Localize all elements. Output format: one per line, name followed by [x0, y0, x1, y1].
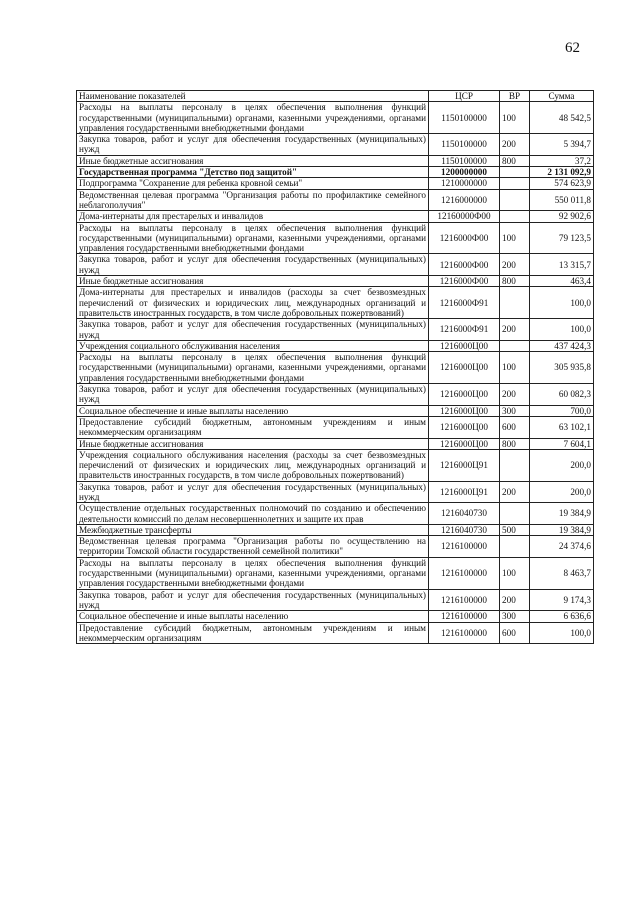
row-sum-cell: 79 123,5: [530, 222, 594, 254]
table-row: [77, 438, 594, 449]
table-row: [77, 167, 594, 178]
row-sum-cell: 37,2: [530, 155, 594, 166]
row-vr-cell: 100: [500, 102, 530, 134]
row-csr-cell: 1150100000: [429, 155, 500, 166]
table-row: [77, 134, 594, 156]
row-name-cell: Осуществление отдельных государственных полномочий по созданию и обеспечению деятельности комиссий по делам несовершеннолетних и защите их прав: [77, 503, 429, 525]
table-row: [77, 481, 594, 503]
row-sum-cell: 200,0: [530, 481, 594, 503]
row-name-cell: Закупка товаров, работ и услуг для обеспечения государственных (муниципальных) нужд: [77, 134, 429, 156]
row-sum-cell: 550 011,8: [530, 189, 594, 211]
table-row: [77, 287, 594, 319]
row-csr-cell: 1210000000: [429, 178, 500, 189]
table-row: [77, 384, 594, 406]
row-vr-cell: [500, 211, 530, 222]
row-name-cell: Межбюджетные трансферты: [77, 524, 429, 535]
row-vr-cell: [500, 536, 530, 558]
row-sum-cell: 463,4: [530, 276, 594, 287]
header-sum: Сумма: [530, 91, 594, 102]
row-sum-cell: 7 604,1: [530, 438, 594, 449]
row-vr-cell: 600: [500, 622, 530, 644]
row-sum-cell: 200,0: [530, 449, 594, 481]
header-csr: ЦСР: [429, 91, 500, 102]
row-csr-cell: 1216100000: [429, 622, 500, 644]
row-sum-cell: 574 623,9: [530, 178, 594, 189]
row-csr-cell: 1216040730: [429, 524, 500, 535]
row-sum-cell: 9 174,3: [530, 589, 594, 611]
row-name-cell: Закупка товаров, работ и услуг для обеспечения государственных (муниципальных) нужд: [77, 384, 429, 406]
row-sum-cell: 24 374,6: [530, 536, 594, 558]
row-sum-cell: 63 102,1: [530, 416, 594, 438]
table-header-row: [77, 91, 594, 102]
row-vr-cell: 200: [500, 384, 530, 406]
table-row: [77, 155, 594, 166]
row-vr-cell: 200: [500, 254, 530, 276]
table-row: [77, 524, 594, 535]
row-vr-cell: 100: [500, 222, 530, 254]
table-row: [77, 557, 594, 589]
table-row: [77, 449, 594, 481]
row-csr-cell: 1216000Ф91: [429, 319, 500, 341]
table-row: [77, 178, 594, 189]
row-name-cell: Учреждения социального обслуживания населения: [77, 340, 429, 351]
row-vr-cell: [500, 503, 530, 525]
row-vr-cell: [500, 178, 530, 189]
table-row: [77, 589, 594, 611]
table-row: [77, 222, 594, 254]
table-row: [77, 622, 594, 644]
row-csr-cell: 1216100000: [429, 557, 500, 589]
row-sum-cell: 100,0: [530, 319, 594, 341]
row-name-cell: Расходы на выплаты персоналу в целях обеспечения выполнения функций государственными (муниципальными) органами, казенными учреждениями, органами управления государственными внебюджетными фондами: [77, 352, 429, 384]
table-row: [77, 102, 594, 134]
row-vr-cell: [500, 287, 530, 319]
row-name-cell: Предоставление субсидий бюджетным, автономным учреждениям и иным некоммерческим организациям: [77, 416, 429, 438]
row-name-cell: Иные бюджетные ассигнования: [77, 155, 429, 166]
header-vr: ВР: [500, 91, 530, 102]
row-sum-cell: 437 424,3: [530, 340, 594, 351]
row-csr-cell: 1216000000: [429, 189, 500, 211]
row-vr-cell: 200: [500, 589, 530, 611]
table-row: [77, 416, 594, 438]
table-row: [77, 340, 594, 351]
row-name-cell: Дома-интернаты для престарелых и инвалидов (расходы за счет безвозмездных перечислений от физических и юридических лиц, международных организаций и правительств иностранных государств, в том числе добровольных пожертвований): [77, 287, 429, 319]
row-csr-cell: 1216100000: [429, 611, 500, 622]
row-name-cell: Ведомственная целевая программа "Организация работы по профилактике семейного неблагополучия": [77, 189, 429, 211]
row-name-cell: Расходы на выплаты персоналу в целях обеспечения выполнения функций государственными (муниципальными) органами, казенными учреждениями, органами управления государственными внебюджетными фондами: [77, 222, 429, 254]
table-row: [77, 276, 594, 287]
row-sum-cell: 48 542,5: [530, 102, 594, 134]
row-csr-cell: 1150100000: [429, 134, 500, 156]
row-name-cell: Учреждения социального обслуживания населения (расходы за счет безвозмездных перечислений от физических и юридических лиц, международных организаций и правительств иностранных государств, в том числе добровольных пожертвований): [77, 449, 429, 481]
table-row: [77, 352, 594, 384]
row-sum-cell: 5 394,7: [530, 134, 594, 156]
table-body: [77, 102, 594, 644]
row-name-cell: Социальное обеспечение и иные выплаты населению: [77, 405, 429, 416]
row-vr-cell: 800: [500, 155, 530, 166]
row-vr-cell: 200: [500, 134, 530, 156]
table-row: [77, 611, 594, 622]
row-name-cell: Закупка товаров, работ и услуг для обеспечения государственных (муниципальных) нужд: [77, 589, 429, 611]
table-row: [77, 189, 594, 211]
table-row: [77, 319, 594, 341]
budget-table: [76, 90, 594, 644]
row-vr-cell: 500: [500, 524, 530, 535]
row-name-cell: Подпрограмма "Сохранение для ребенка кровной семьи": [77, 178, 429, 189]
row-csr-cell: 1216000Ц00: [429, 352, 500, 384]
row-name-cell: Социальное обеспечение и иные выплаты населению: [77, 611, 429, 622]
row-sum-cell: 8 463,7: [530, 557, 594, 589]
row-vr-cell: 600: [500, 416, 530, 438]
row-vr-cell: [500, 167, 530, 178]
row-sum-cell: 19 384,9: [530, 524, 594, 535]
row-sum-cell: 92 902,6: [530, 211, 594, 222]
row-csr-cell: 1216000Ф91: [429, 287, 500, 319]
table-row: [77, 536, 594, 558]
row-csr-cell: 1150100000: [429, 102, 500, 134]
row-vr-cell: 100: [500, 352, 530, 384]
row-vr-cell: 200: [500, 319, 530, 341]
row-vr-cell: [500, 189, 530, 211]
row-csr-cell: 1216000Ц00: [429, 405, 500, 416]
row-sum-cell: 60 082,3: [530, 384, 594, 406]
row-name-cell: Иные бюджетные ассигнования: [77, 438, 429, 449]
table-row: [77, 503, 594, 525]
row-csr-cell: 1216000Ц00: [429, 340, 500, 351]
row-sum-cell: 19 384,9: [530, 503, 594, 525]
row-name-cell: Закупка товаров, работ и услуг для обеспечения государственных (муниципальных) нужд: [77, 481, 429, 503]
row-csr-cell: 1216000Ц91: [429, 449, 500, 481]
row-vr-cell: 100: [500, 557, 530, 589]
row-sum-cell: 100,0: [530, 622, 594, 644]
page-number: 62: [565, 40, 580, 56]
row-csr-cell: 12160000Ф00: [429, 211, 500, 222]
row-name-cell: Закупка товаров, работ и услуг для обеспечения государственных (муниципальных) нужд: [77, 319, 429, 341]
row-name-cell: Предоставление субсидий бюджетным, автономным учреждениям и иным некоммерческим организациям: [77, 622, 429, 644]
row-sum-cell: 700,0: [530, 405, 594, 416]
row-vr-cell: [500, 340, 530, 351]
row-csr-cell: 1200000000: [429, 167, 500, 178]
row-name-cell: Государственная программа "Детство под защитой": [77, 167, 429, 178]
row-name-cell: Дома-интернаты для престарелых и инвалидов: [77, 211, 429, 222]
row-csr-cell: 1216000Ф00: [429, 276, 500, 287]
row-csr-cell: 1216000Ц91: [429, 481, 500, 503]
row-csr-cell: 1216000Ц00: [429, 438, 500, 449]
row-vr-cell: [500, 449, 530, 481]
row-csr-cell: 1216000Ц00: [429, 384, 500, 406]
row-name-cell: Иные бюджетные ассигнования: [77, 276, 429, 287]
header-name: Наименование показателей: [77, 91, 429, 102]
row-vr-cell: 300: [500, 405, 530, 416]
row-name-cell: Закупка товаров, работ и услуг для обеспечения государственных (муниципальных) нужд: [77, 254, 429, 276]
row-sum-cell: 2 131 092,9: [530, 167, 594, 178]
row-sum-cell: 305 935,8: [530, 352, 594, 384]
row-vr-cell: 800: [500, 276, 530, 287]
row-sum-cell: 13 315,7: [530, 254, 594, 276]
row-csr-cell: 1216040730: [429, 503, 500, 525]
row-csr-cell: 1216000Ф00: [429, 222, 500, 254]
row-sum-cell: 100,0: [530, 287, 594, 319]
table-row: [77, 211, 594, 222]
row-csr-cell: 1216000Ф00: [429, 254, 500, 276]
row-vr-cell: 800: [500, 438, 530, 449]
row-name-cell: Ведомственная целевая программа "Организация работы по осуществлению на территории Томской области государственной семейной политики": [77, 536, 429, 558]
row-name-cell: Расходы на выплаты персоналу в целях обеспечения выполнения функций государственными (муниципальными) органами, казенными учреждениями, органами управления государственными внебюджетными фондами: [77, 102, 429, 134]
row-name-cell: Расходы на выплаты персоналу в целях обеспечения выполнения функций государственными (муниципальными) органами, казенными учреждениями, органами управления государственными внебюджетными фондами: [77, 557, 429, 589]
table-row: [77, 254, 594, 276]
row-csr-cell: 1216100000: [429, 589, 500, 611]
row-csr-cell: 1216100000: [429, 536, 500, 558]
row-vr-cell: 300: [500, 611, 530, 622]
table-row: [77, 405, 594, 416]
row-vr-cell: 200: [500, 481, 530, 503]
row-csr-cell: 1216000Ц00: [429, 416, 500, 438]
row-sum-cell: 6 636,6: [530, 611, 594, 622]
